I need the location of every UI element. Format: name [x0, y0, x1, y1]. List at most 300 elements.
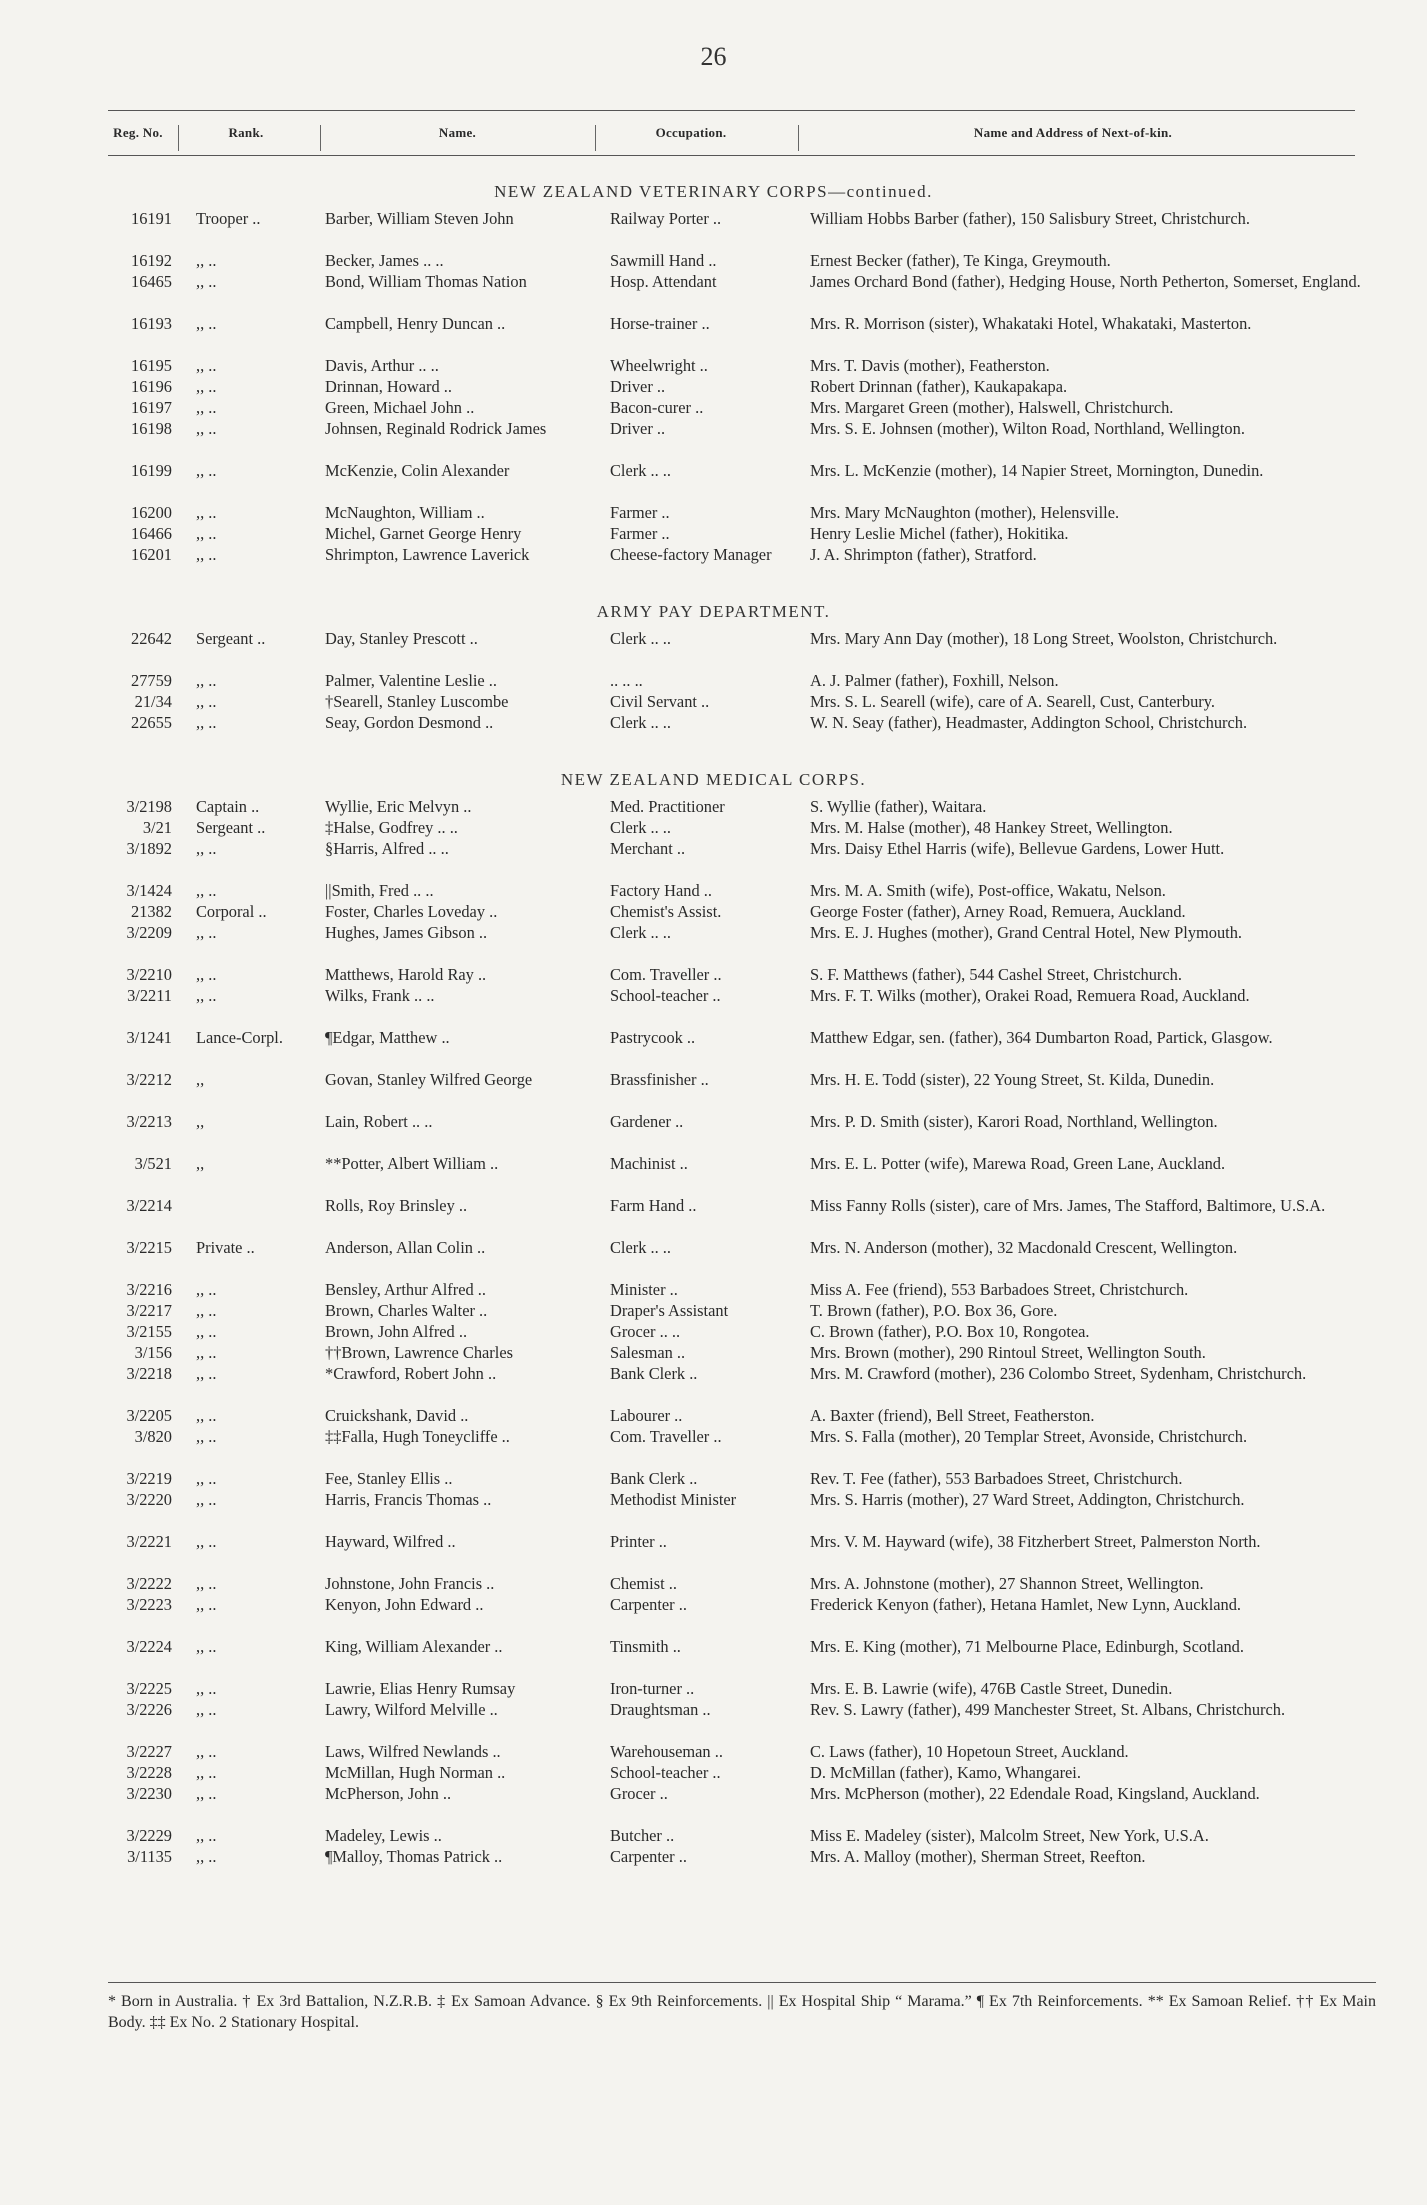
occupation-cell: Butcher .. [610, 1826, 675, 1845]
table-row [0, 1237, 1427, 1279]
occupation-cell: Horse-trainer .. [610, 314, 710, 333]
next-of-kin-cell: Mrs. S. Harris (mother), 27 Ward Street, Addington, Christchurch. [810, 1490, 1245, 1509]
table-row [0, 208, 1427, 250]
next-of-kin-cell: Mrs. M. Crawford (mother), 236 Colombo Street, Sydenham, Christchurch. [810, 1364, 1307, 1383]
rank-cell: Corporal .. [196, 902, 267, 921]
occupation-cell: Salesman .. [610, 1343, 686, 1362]
rank-cell: Captain .. [196, 797, 260, 816]
table-row [0, 376, 1427, 397]
next-of-kin-cell: Mrs. R. Morrison (sister), Whakataki Hotel, Whakataki, Masterton. [810, 314, 1252, 333]
next-of-kin-cell: Mrs. Mary McNaughton (mother), Helensville. [810, 503, 1120, 522]
reg-no-cell: 3/2212 [126, 1070, 172, 1089]
next-of-kin-cell: Mrs. A. Johnstone (mother), 27 Shannon Street, Wellington. [810, 1574, 1204, 1593]
reg-no-cell: 3/2211 [127, 986, 172, 1005]
table-row [0, 1846, 1427, 1867]
reg-no-cell: 3/2228 [126, 1763, 172, 1782]
name-cell: Govan, Stanley Wilfred George [325, 1070, 533, 1089]
name-cell: Lawry, Wilford Melville .. [325, 1700, 498, 1719]
rank-cell: ,, .. [196, 1301, 217, 1320]
name-cell: Barber, William Steven John [325, 209, 514, 228]
table-row [0, 418, 1427, 460]
name-cell: Anderson, Allan Colin .. [325, 1238, 486, 1257]
rank-cell: ,, .. [196, 1763, 217, 1782]
table-row [0, 1531, 1427, 1573]
next-of-kin-cell: Rev. T. Fee (father), 553 Barbadoes Street, Christchurch. [810, 1469, 1183, 1488]
rank-cell: ,, .. [196, 419, 217, 438]
name-cell: Harris, Francis Thomas .. [325, 1490, 492, 1509]
rank-cell: ,, .. [196, 713, 217, 732]
name-cell: ¶Edgar, Matthew .. [325, 1028, 450, 1047]
occupation-cell: Cheese-factory Manager [610, 545, 772, 564]
rank-cell: ,, .. [196, 965, 217, 984]
name-cell: Lawrie, Elias Henry Rumsay [325, 1679, 516, 1698]
occupation-cell: Hosp. Attendant [610, 272, 717, 291]
next-of-kin-cell: Mrs. N. Anderson (mother), 32 Macdonald Crescent, Wellington. [810, 1238, 1238, 1257]
reg-no-cell: 3/2209 [126, 923, 172, 942]
occupation-cell: Med. Practitioner [610, 797, 725, 816]
rank-cell: Trooper .. [196, 209, 261, 228]
next-of-kin-cell: A. Baxter (friend), Bell Street, Featherston. [810, 1406, 1095, 1425]
occupation-cell: Brassfinisher .. [610, 1070, 709, 1089]
section-title: ARMY PAY DEPARTMENT. [596, 602, 831, 621]
table-row [0, 712, 1427, 754]
next-of-kin-cell: A. J. Palmer (father), Foxhill, Nelson. [810, 671, 1059, 690]
rank-cell: ,, .. [196, 1700, 217, 1719]
table-row [0, 1678, 1427, 1699]
rank-cell: Lance-Corpl. [196, 1028, 283, 1047]
next-of-kin-cell: Mrs. L. McKenzie (mother), 14 Napier Street, Mornington, Dunedin. [810, 461, 1264, 480]
rank-cell: ,, .. [196, 671, 217, 690]
occupation-cell: Chemist .. [610, 1574, 677, 1593]
table-row [0, 817, 1427, 838]
next-of-kin-cell: Mrs. E. King (mother), 71 Melbourne Place, Edinburgh, Scotland. [810, 1637, 1244, 1656]
occupation-cell: Draper's Assistant [610, 1301, 729, 1320]
next-of-kin-cell: Mrs. McPherson (mother), 22 Edendale Road, Kingsland, Auckland. [810, 1784, 1260, 1803]
occupation-cell: Gardener .. [610, 1112, 684, 1131]
reg-no-cell: 3/1892 [126, 839, 172, 858]
name-cell: Rolls, Roy Brinsley .. [325, 1196, 468, 1215]
next-of-kin-cell: Mrs. S. L. Searell (wife), care of A. Searell, Cust, Canterbury. [810, 692, 1215, 711]
occupation-cell: Civil Servant .. [610, 692, 710, 711]
reg-no-cell: 3/2222 [126, 1574, 172, 1593]
reg-no-cell: 3/2224 [126, 1637, 172, 1656]
occupation-cell: Bank Clerk .. [610, 1469, 698, 1488]
name-cell: Fee, Stanley Ellis .. [325, 1469, 453, 1488]
rank-cell: Private .. [196, 1238, 255, 1257]
name-cell: Campbell, Henry Duncan .. [325, 314, 506, 333]
table-row [0, 1027, 1427, 1069]
name-cell: Hughes, James Gibson .. [325, 923, 488, 942]
name-cell: †Searell, Stanley Luscombe [325, 692, 509, 711]
rank-cell: ,, .. [196, 524, 217, 543]
next-of-kin-cell: Mrs. E. B. Lawrie (wife), 476B Castle Street, Dunedin. [810, 1679, 1173, 1698]
name-cell: Drinnan, Howard .. [325, 377, 452, 396]
occupation-cell: School-teacher .. [610, 986, 721, 1005]
table-row [0, 1741, 1427, 1762]
reg-no-cell: 16195 [131, 356, 172, 375]
page-number: 26 [700, 42, 727, 71]
table-row [0, 1468, 1427, 1489]
header-rank: Rank. [228, 125, 264, 140]
next-of-kin-cell: Mrs. A. Malloy (mother), Sherman Street, Reefton. [810, 1847, 1146, 1866]
reg-no-cell: 16466 [131, 524, 172, 543]
name-cell: Brown, Charles Walter .. [325, 1301, 488, 1320]
table-header [108, 110, 1355, 156]
next-of-kin-cell: S. F. Matthews (father), 544 Cashel Street, Christchurch. [810, 965, 1182, 984]
name-cell: McPherson, John .. [325, 1784, 452, 1803]
name-cell: *Crawford, Robert John .. [325, 1364, 497, 1383]
next-of-kin-cell: James Orchard Bond (father), Hedging House, North Petherton, Somerset, England. [810, 272, 1361, 291]
occupation-cell: Methodist Minister [610, 1490, 737, 1509]
rank-cell: ,, .. [196, 377, 217, 396]
reg-no-cell: 3/2226 [126, 1700, 172, 1719]
rank-cell: ,, .. [196, 1490, 217, 1509]
table-row [0, 964, 1427, 985]
occupation-cell: Driver .. [610, 377, 666, 396]
next-of-kin-cell: Henry Leslie Michel (father), Hokitika. [810, 524, 1069, 543]
section-title: NEW ZEALAND VETERINARY CORPS—continued. [494, 182, 933, 201]
table-row [0, 796, 1427, 817]
name-cell: Hayward, Wilfred .. [325, 1532, 456, 1551]
occupation-cell: Farmer .. [610, 524, 670, 543]
header-occupation: Occupation. [655, 125, 727, 140]
reg-no-cell: 27759 [131, 671, 172, 690]
footnotes: * Born in Australia. † Ex 3rd Battalion, N.Z.R.B. ‡ Ex Samoan Advance. § Ex 9th Reinforcements. || Ex Hospital Ship “ Marama.” ¶ Ex 7th Reinforcements. ** Ex Samoan Relief. †† Ex Main Body. ‡‡ Ex No. 2 Stationary Hospital. [108, 1982, 1376, 2033]
occupation-cell: Merchant .. [610, 839, 686, 858]
table-row [0, 670, 1427, 691]
occupation-cell: Railway Porter .. [610, 209, 722, 228]
name-cell: Bond, William Thomas Nation [325, 272, 527, 291]
reg-no-cell: 3/2225 [126, 1679, 172, 1698]
next-of-kin-cell: S. Wyllie (father), Waitara. [810, 797, 987, 816]
name-cell: McMillan, Hugh Norman .. [325, 1763, 506, 1782]
name-cell: ‡Halse, Godfrey .. .. [325, 818, 458, 837]
name-cell: King, William Alexander .. [325, 1637, 503, 1656]
table-row [0, 502, 1427, 523]
occupation-cell: Factory Hand .. [610, 881, 712, 900]
name-cell: Matthews, Harold Ray .. [325, 965, 487, 984]
next-of-kin-cell: Robert Drinnan (father), Kaukapakapa. [810, 377, 1068, 396]
next-of-kin-cell: D. McMillan (father), Kamo, Whangarei. [810, 1763, 1081, 1782]
rank-cell: ,, .. [196, 986, 217, 1005]
occupation-cell: Bacon-curer .. [610, 398, 704, 417]
name-cell: McNaughton, William .. [325, 503, 485, 522]
rank-cell: ,, .. [196, 1364, 217, 1383]
occupation-cell: Pastrycook .. [610, 1028, 696, 1047]
table-row [0, 1279, 1427, 1300]
occupation-cell: Wheelwright .. [610, 356, 708, 375]
occupation-cell: Clerk .. .. [610, 629, 672, 648]
next-of-kin-cell: Mrs. Daisy Ethel Harris (wife), Bellevue Gardens, Lower Hutt. [810, 839, 1225, 858]
header-reg-no: Reg. No. [113, 125, 163, 140]
name-cell: Shrimpton, Lawrence Laverick [325, 545, 530, 564]
occupation-cell: Grocer .. .. [610, 1322, 681, 1341]
reg-no-cell: 3/2215 [126, 1238, 172, 1257]
next-of-kin-cell: Miss Fanny Rolls (sister), care of Mrs. James, The Stafford, Baltimore, U.S.A. [810, 1196, 1326, 1215]
occupation-cell: Com. Traveller .. [610, 1427, 722, 1446]
rank-cell: ,, .. [196, 1637, 217, 1656]
rank-cell: ,, .. [196, 1532, 217, 1551]
occupation-cell: Grocer .. [610, 1784, 668, 1803]
reg-no-cell: 16199 [131, 461, 172, 480]
table-row [0, 1069, 1427, 1111]
next-of-kin-cell: T. Brown (father), P.O. Box 36, Gore. [810, 1301, 1058, 1320]
reg-no-cell: 3/2218 [126, 1364, 172, 1383]
reg-no-cell: 16465 [131, 272, 172, 291]
rank-cell: ,, .. [196, 692, 217, 711]
reg-no-cell: 22642 [131, 629, 172, 648]
reg-no-cell: 3/1424 [126, 881, 172, 900]
next-of-kin-cell: Frederick Kenyon (father), Hetana Hamlet, New Lynn, Auckland. [810, 1595, 1242, 1614]
occupation-cell: Carpenter .. [610, 1847, 687, 1866]
table-row [0, 1825, 1427, 1846]
rank-cell: ,, .. [196, 881, 217, 900]
table-row [0, 1321, 1427, 1342]
reg-no-cell: 16198 [131, 419, 172, 438]
reg-no-cell: 16191 [131, 209, 172, 228]
table-row [0, 1573, 1427, 1594]
table-row [0, 544, 1427, 586]
reg-no-cell: 3/21 [142, 818, 172, 837]
table-row [0, 355, 1427, 376]
table-row [0, 460, 1427, 502]
next-of-kin-cell: Mrs. M. A. Smith (wife), Post-office, Wakatu, Nelson. [810, 881, 1166, 900]
reg-no-cell: 3/2214 [126, 1196, 172, 1215]
reg-no-cell: 3/2217 [126, 1301, 172, 1320]
occupation-cell: Warehouseman .. [610, 1742, 723, 1761]
rank-cell: ,, .. [196, 251, 217, 270]
rank-cell: ,, .. [196, 1679, 217, 1698]
table-row [0, 397, 1427, 418]
next-of-kin-cell: Mrs. S. E. Johnsen (mother), Wilton Road, Northland, Wellington. [810, 419, 1245, 438]
name-cell: ††Brown, Lawrence Charles [325, 1343, 513, 1362]
rank-cell: ,, .. [196, 1280, 217, 1299]
rank-cell: ,, .. [196, 1826, 217, 1845]
occupation-cell: Sawmill Hand .. [610, 251, 717, 270]
occupation-cell: Minister .. [610, 1280, 678, 1299]
rank-cell: ,, .. [196, 545, 217, 564]
rank-cell: ,, .. [196, 356, 217, 375]
name-cell: Foster, Charles Loveday .. [325, 902, 498, 921]
table-row [0, 880, 1427, 901]
name-cell: Seay, Gordon Desmond .. [325, 713, 494, 732]
next-of-kin-cell: Mrs. E. J. Hughes (mother), Grand Central Hotel, New Plymouth. [810, 923, 1243, 942]
header-next-of-kin: Name and Address of Next-of-kin. [973, 125, 1173, 140]
table-row [0, 250, 1427, 271]
table-row [0, 1636, 1427, 1678]
reg-no-cell: 3/2223 [126, 1595, 172, 1614]
reg-no-cell: 3/156 [134, 1343, 172, 1362]
table-row [0, 985, 1427, 1027]
name-cell: Johnstone, John Francis .. [325, 1574, 495, 1593]
table-row [0, 691, 1427, 712]
reg-no-cell: 3/2219 [126, 1469, 172, 1488]
occupation-cell: Bank Clerk .. [610, 1364, 698, 1383]
occupation-cell: Printer .. [610, 1532, 667, 1551]
reg-no-cell: 3/2230 [126, 1784, 172, 1803]
next-of-kin-cell: Mrs. Brown (mother), 290 Rintoul Street, Wellington South. [810, 1343, 1206, 1362]
table-row [0, 922, 1427, 964]
name-cell: Laws, Wilfred Newlands .. [325, 1742, 501, 1761]
rank-cell: ,, .. [196, 923, 217, 942]
rank-cell: ,, .. [196, 398, 217, 417]
table-row [0, 1300, 1427, 1321]
name-cell: Michel, Garnet George Henry [325, 524, 522, 543]
reg-no-cell: 3/2216 [126, 1280, 172, 1299]
rank-cell: ,, .. [196, 1343, 217, 1362]
name-cell: Kenyon, John Edward .. [325, 1595, 484, 1614]
reg-no-cell: 16200 [131, 503, 172, 522]
rank-cell: ,, .. [196, 1742, 217, 1761]
table-row [0, 1342, 1427, 1363]
occupation-cell: Clerk .. .. [610, 1238, 672, 1257]
table-row [0, 1111, 1427, 1153]
table-row [0, 1762, 1427, 1783]
occupation-cell: Iron-turner .. [610, 1679, 695, 1698]
occupation-cell: Clerk .. .. [610, 818, 672, 837]
reg-no-cell: 3/521 [134, 1154, 172, 1173]
next-of-kin-cell: Rev. S. Lawry (father), 499 Manchester Street, St. Albans, Christchurch. [810, 1700, 1286, 1719]
table-row [0, 1153, 1427, 1195]
next-of-kin-cell: Mrs. Mary Ann Day (mother), 18 Long Street, Woolston, Christchurch. [810, 629, 1278, 648]
next-of-kin-cell: C. Laws (father), 10 Hopetoun Street, Auckland. [810, 1742, 1129, 1761]
next-of-kin-cell: Matthew Edgar, sen. (father), 364 Dumbarton Road, Partick, Glasgow. [810, 1028, 1273, 1047]
name-cell: Day, Stanley Prescott .. [325, 629, 478, 648]
rank-cell: Sergeant .. [196, 818, 266, 837]
occupation-cell: Farm Hand .. [610, 1196, 697, 1215]
name-cell: Johnsen, Reginald Rodrick James [325, 419, 547, 438]
occupation-cell: Farmer .. [610, 503, 670, 522]
rank-cell: ,, .. [196, 839, 217, 858]
reg-no-cell: 3/2213 [126, 1112, 172, 1131]
reg-no-cell: 22655 [131, 713, 172, 732]
rank-cell: ,, .. [196, 1406, 217, 1425]
occupation-cell: Driver .. [610, 419, 666, 438]
reg-no-cell: 3/2198 [126, 797, 172, 816]
occupation-cell: Labourer .. [610, 1406, 683, 1425]
rank-cell: Sergeant .. [196, 629, 266, 648]
reg-no-cell: 16196 [131, 377, 172, 396]
table-row [0, 271, 1427, 313]
name-cell: Wilks, Frank .. .. [325, 986, 435, 1005]
next-of-kin-cell: Miss A. Fee (friend), 553 Barbadoes Street, Christchurch. [810, 1280, 1189, 1299]
name-cell: ¶Malloy, Thomas Patrick .. [325, 1847, 503, 1866]
occupation-cell: .. .. .. [610, 671, 643, 690]
header-name: Name. [438, 125, 477, 140]
occupation-cell: Clerk .. .. [610, 461, 672, 480]
next-of-kin-cell: Mrs. V. M. Hayward (wife), 38 Fitzherbert Street, Palmerston North. [810, 1532, 1261, 1551]
occupation-cell: School-teacher .. [610, 1763, 721, 1782]
next-of-kin-cell: Mrs. E. L. Potter (wife), Marewa Road, Green Lane, Auckland. [810, 1154, 1226, 1173]
rank-cell: ,, .. [196, 314, 217, 333]
name-cell: McKenzie, Colin Alexander [325, 461, 510, 480]
table-row [0, 628, 1427, 670]
name-cell: Lain, Robert .. .. [325, 1112, 433, 1131]
next-of-kin-cell: J. A. Shrimpton (father), Stratford. [810, 545, 1037, 564]
reg-no-cell: 3/2220 [126, 1490, 172, 1509]
rank-cell: ,, .. [196, 272, 217, 291]
rank-cell: ,, .. [196, 1595, 217, 1614]
rank-cell: ,, .. [196, 1847, 217, 1866]
next-of-kin-cell: William Hobbs Barber (father), 150 Salisbury Street, Christchurch. [810, 209, 1250, 228]
reg-no-cell: 3/1135 [127, 1847, 172, 1866]
header-divider [178, 125, 179, 151]
table-row [0, 1405, 1427, 1426]
rank-cell: ,, .. [196, 1322, 217, 1341]
occupation-cell: Clerk .. .. [610, 923, 672, 942]
next-of-kin-cell: Ernest Becker (father), Te Kinga, Greymouth. [810, 251, 1111, 270]
reg-no-cell: 3/2227 [126, 1742, 172, 1761]
rank-cell: ,, .. [196, 1427, 217, 1446]
next-of-kin-cell: Mrs. T. Davis (mother), Featherston. [810, 356, 1050, 375]
next-of-kin-cell: Mrs. Margaret Green (mother), Halswell, Christchurch. [810, 398, 1174, 417]
name-cell: **Potter, Albert William .. [325, 1154, 499, 1173]
occupation-cell: Tinsmith .. [610, 1637, 681, 1656]
occupation-cell: Carpenter .. [610, 1595, 687, 1614]
rank-cell: ,, .. [196, 461, 217, 480]
name-cell: Wyllie, Eric Melvyn .. [325, 797, 472, 816]
reg-no-cell: 16193 [131, 314, 172, 333]
reg-no-cell: 3/1241 [126, 1028, 172, 1047]
occupation-cell: Machinist .. [610, 1154, 688, 1173]
reg-no-cell: 21/34 [134, 692, 172, 711]
rank-cell: ,, .. [196, 1469, 217, 1488]
reg-no-cell: 21382 [131, 902, 172, 921]
next-of-kin-cell: C. Brown (father), P.O. Box 10, Rongotea. [810, 1322, 1090, 1341]
occupation-cell: Com. Traveller .. [610, 965, 722, 984]
next-of-kin-cell: Mrs. M. Halse (mother), 48 Hankey Street, Wellington. [810, 818, 1173, 837]
next-of-kin-cell: Mrs. S. Falla (mother), 20 Templar Street, Avonside, Christchurch. [810, 1427, 1248, 1446]
next-of-kin-cell: Mrs. P. D. Smith (sister), Karori Road, Northland, Wellington. [810, 1112, 1218, 1131]
next-of-kin-cell: Miss E. Madeley (sister), Malcolm Street, New York, U.S.A. [810, 1826, 1209, 1845]
name-cell: ‡‡Falla, Hugh Toneycliffe .. [325, 1427, 510, 1446]
reg-no-cell: 3/820 [134, 1427, 172, 1446]
reg-no-cell: 16197 [131, 398, 172, 417]
roll-body [0, 170, 1427, 1867]
name-cell: Madeley, Lewis .. [325, 1826, 442, 1845]
table-row [0, 1594, 1427, 1636]
occupation-cell: Draughtsman .. [610, 1700, 711, 1719]
rank-cell: ,, [196, 1112, 205, 1131]
name-cell: §Harris, Alfred .. .. [325, 839, 449, 858]
table-row [0, 1699, 1427, 1741]
rank-cell: ,, .. [196, 1574, 217, 1593]
name-cell: Green, Michael John .. [325, 398, 475, 417]
next-of-kin-cell: Mrs. H. E. Todd (sister), 22 Young Street, St. Kilda, Dunedin. [810, 1070, 1215, 1089]
name-cell: Bensley, Arthur Alfred .. [325, 1280, 486, 1299]
table-row [0, 313, 1427, 355]
name-cell: Cruickshank, David .. [325, 1406, 469, 1425]
reg-no-cell: 3/2155 [126, 1322, 172, 1341]
next-of-kin-cell: W. N. Seay (father), Headmaster, Addington School, Christchurch. [810, 713, 1248, 732]
rank-cell: ,, .. [196, 503, 217, 522]
name-cell: Palmer, Valentine Leslie .. [325, 671, 498, 690]
rank-cell: ,, [196, 1070, 205, 1089]
table-row [0, 1363, 1427, 1405]
table-row [0, 901, 1427, 922]
name-cell: ||Smith, Fred .. .. [325, 881, 434, 900]
table-row [0, 1426, 1427, 1468]
rank-cell: ,, .. [196, 1784, 217, 1803]
rank-cell: ,, [196, 1154, 205, 1173]
reg-no-cell: 3/2229 [126, 1826, 172, 1845]
reg-no-cell: 16201 [131, 545, 172, 564]
next-of-kin-cell: George Foster (father), Arney Road, Remuera, Auckland. [810, 902, 1186, 921]
table-row [0, 838, 1427, 880]
reg-no-cell: 3/2221 [126, 1532, 172, 1551]
occupation-cell: Chemist's Assist. [610, 902, 722, 921]
section-title: NEW ZEALAND MEDICAL CORPS. [560, 770, 867, 789]
